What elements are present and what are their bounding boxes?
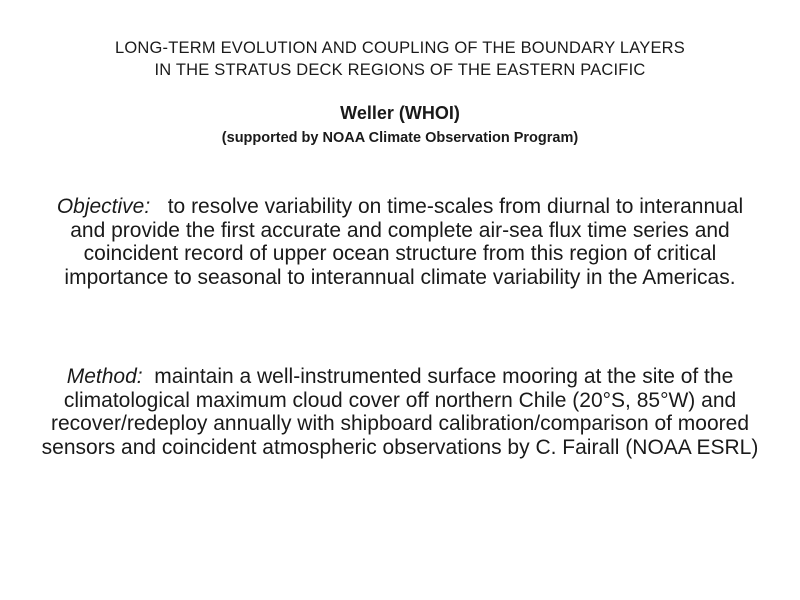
title-line-2: IN THE STRATUS DECK REGIONS OF THE EASTERN PACIFIC: [154, 61, 646, 79]
objective-label: Objective:: [56, 195, 151, 218]
objective-paragraph: [40, 195, 760, 289]
objective-text: to resolve variability on time-scales from diurnal to interannual and provide the first accurate and complete air-sea flux time series and coincident record of upper ocean structure from this region of critical importance to seasonal to interannual climate variability in the Americas.: [64, 195, 744, 289]
slide-title: [0, 37, 800, 81]
support-line: (supported by NOAA Climate Observation Program): [221, 130, 579, 146]
author-line: Weller (WHOI): [340, 103, 460, 123]
method-label: Method:: [66, 365, 143, 388]
method-text: maintain a well-instrumented surface mooring at the site of the climatological maximum cloud cover off northern Chile (20°S, 85°W) and recover/redeploy annually with shipboard calibration/comparison of moored sensors and coincident atmospheric observations by C. Fairall (NOAA ESRL): [41, 365, 759, 459]
title-line-1: LONG-TERM EVOLUTION AND COUPLING OF THE BOUNDARY LAYERS: [115, 39, 685, 57]
method-paragraph: [40, 365, 760, 459]
